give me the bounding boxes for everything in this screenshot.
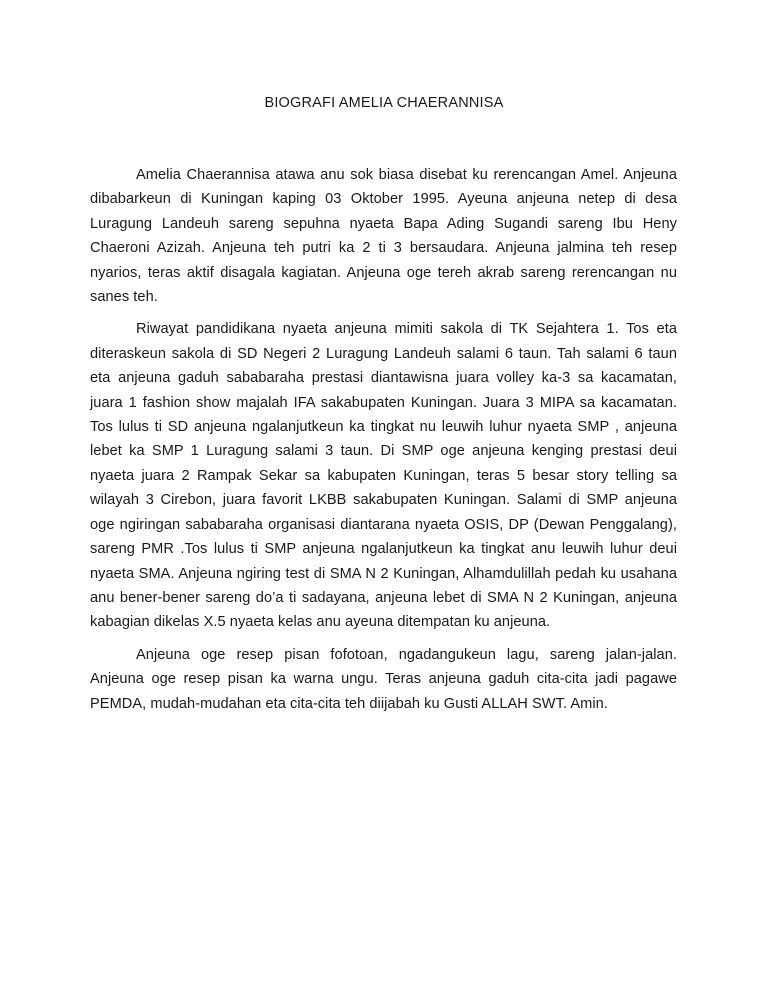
paragraph-education: Riwayat pandidikana nyaeta anjeuna mimiti sakola di TK Sejahtera 1. Tos eta diteraskeun sakola di SD Negeri 2 Luragung Landeuh salami 6 taun. Tah salami 6 taun eta anjeuna gaduh sababaraha prestasi diantawisna juara volley ka-3 sa kacamatan, juara 1 fashion show majalah IFA sakabupaten Kuningan. Juara 3 MIPA sa kacamatan. Tos lulus ti SD anjeuna ngalanjutkeun ka tingkat nu leuwih luhur nyaeta SMP , anjeuna lebet ka SMP 1 Luragung salami 3 taun. Di SMP oge anjeuna kenging prestasi deui nyaeta juara 2 Rampak Sekar sa kabupaten Kuningan, teras 5 besar story telling sa wilayah 3 Cirebon, juara favorit LKBB sakabupaten Kuningan. Salami di SMP anjeuna oge ngiringan sababaraha organisasi diantarana nyaeta OSIS, DP (Dewan Penggalang), sareng PMR .Tos lulus ti SMP anjeuna ngalanjutkeun ka tingkat anu leuwih luhur deui nyaeta SMA. Anjeuna ngiring test di SMA N 2 Kuningan, Alhamdulillah pedah ku usahana anu bener-bener sareng do’a ti sadayana, anjeuna lebet di SMA N 2 Kuningan, anjeuna kabagian dikelas X.5 nyaeta kelas anu ayeuna ditempatan ku anjeuna. [90,321,677,631]
document-body [90,163,677,724]
paragraph-introduction: Amelia Chaerannisa atawa anu sok biasa disebat ku rerencangan Amel. Anjeuna dibabarkeun di Kuningan kaping 03 Oktober 1995. Ayeuna anjeuna netep di desa Luragung Landeuh sareng sepuhna nyaeta Bapa Ading Sugandi sareng Ibu Heny Chaeroni Azizah. Anjeuna teh putri ka 2 ti 3 bersaudara. Anjeuna jalmina teh resep nyarios, teras aktif disagala kagiatan. Anjeuna oge tereh akrab sareng rerencangan nu sanes teh. [90,167,677,306]
paragraph-hobbies: Anjeuna oge resep pisan fofotoan, ngadangukeun lagu, sareng jalan-jalan. Anjeuna oge resep pisan ka warna ungu. Teras anjeuna gaduh cita-cita jadi pagawe PEMDA, mudah-mudahan eta cita-cita teh diijabah ku Gusti ALLAH SWT. Amin. [90,646,677,712]
document-title: BIOGRAFI AMELIA CHAERANNISA [264,95,504,111]
